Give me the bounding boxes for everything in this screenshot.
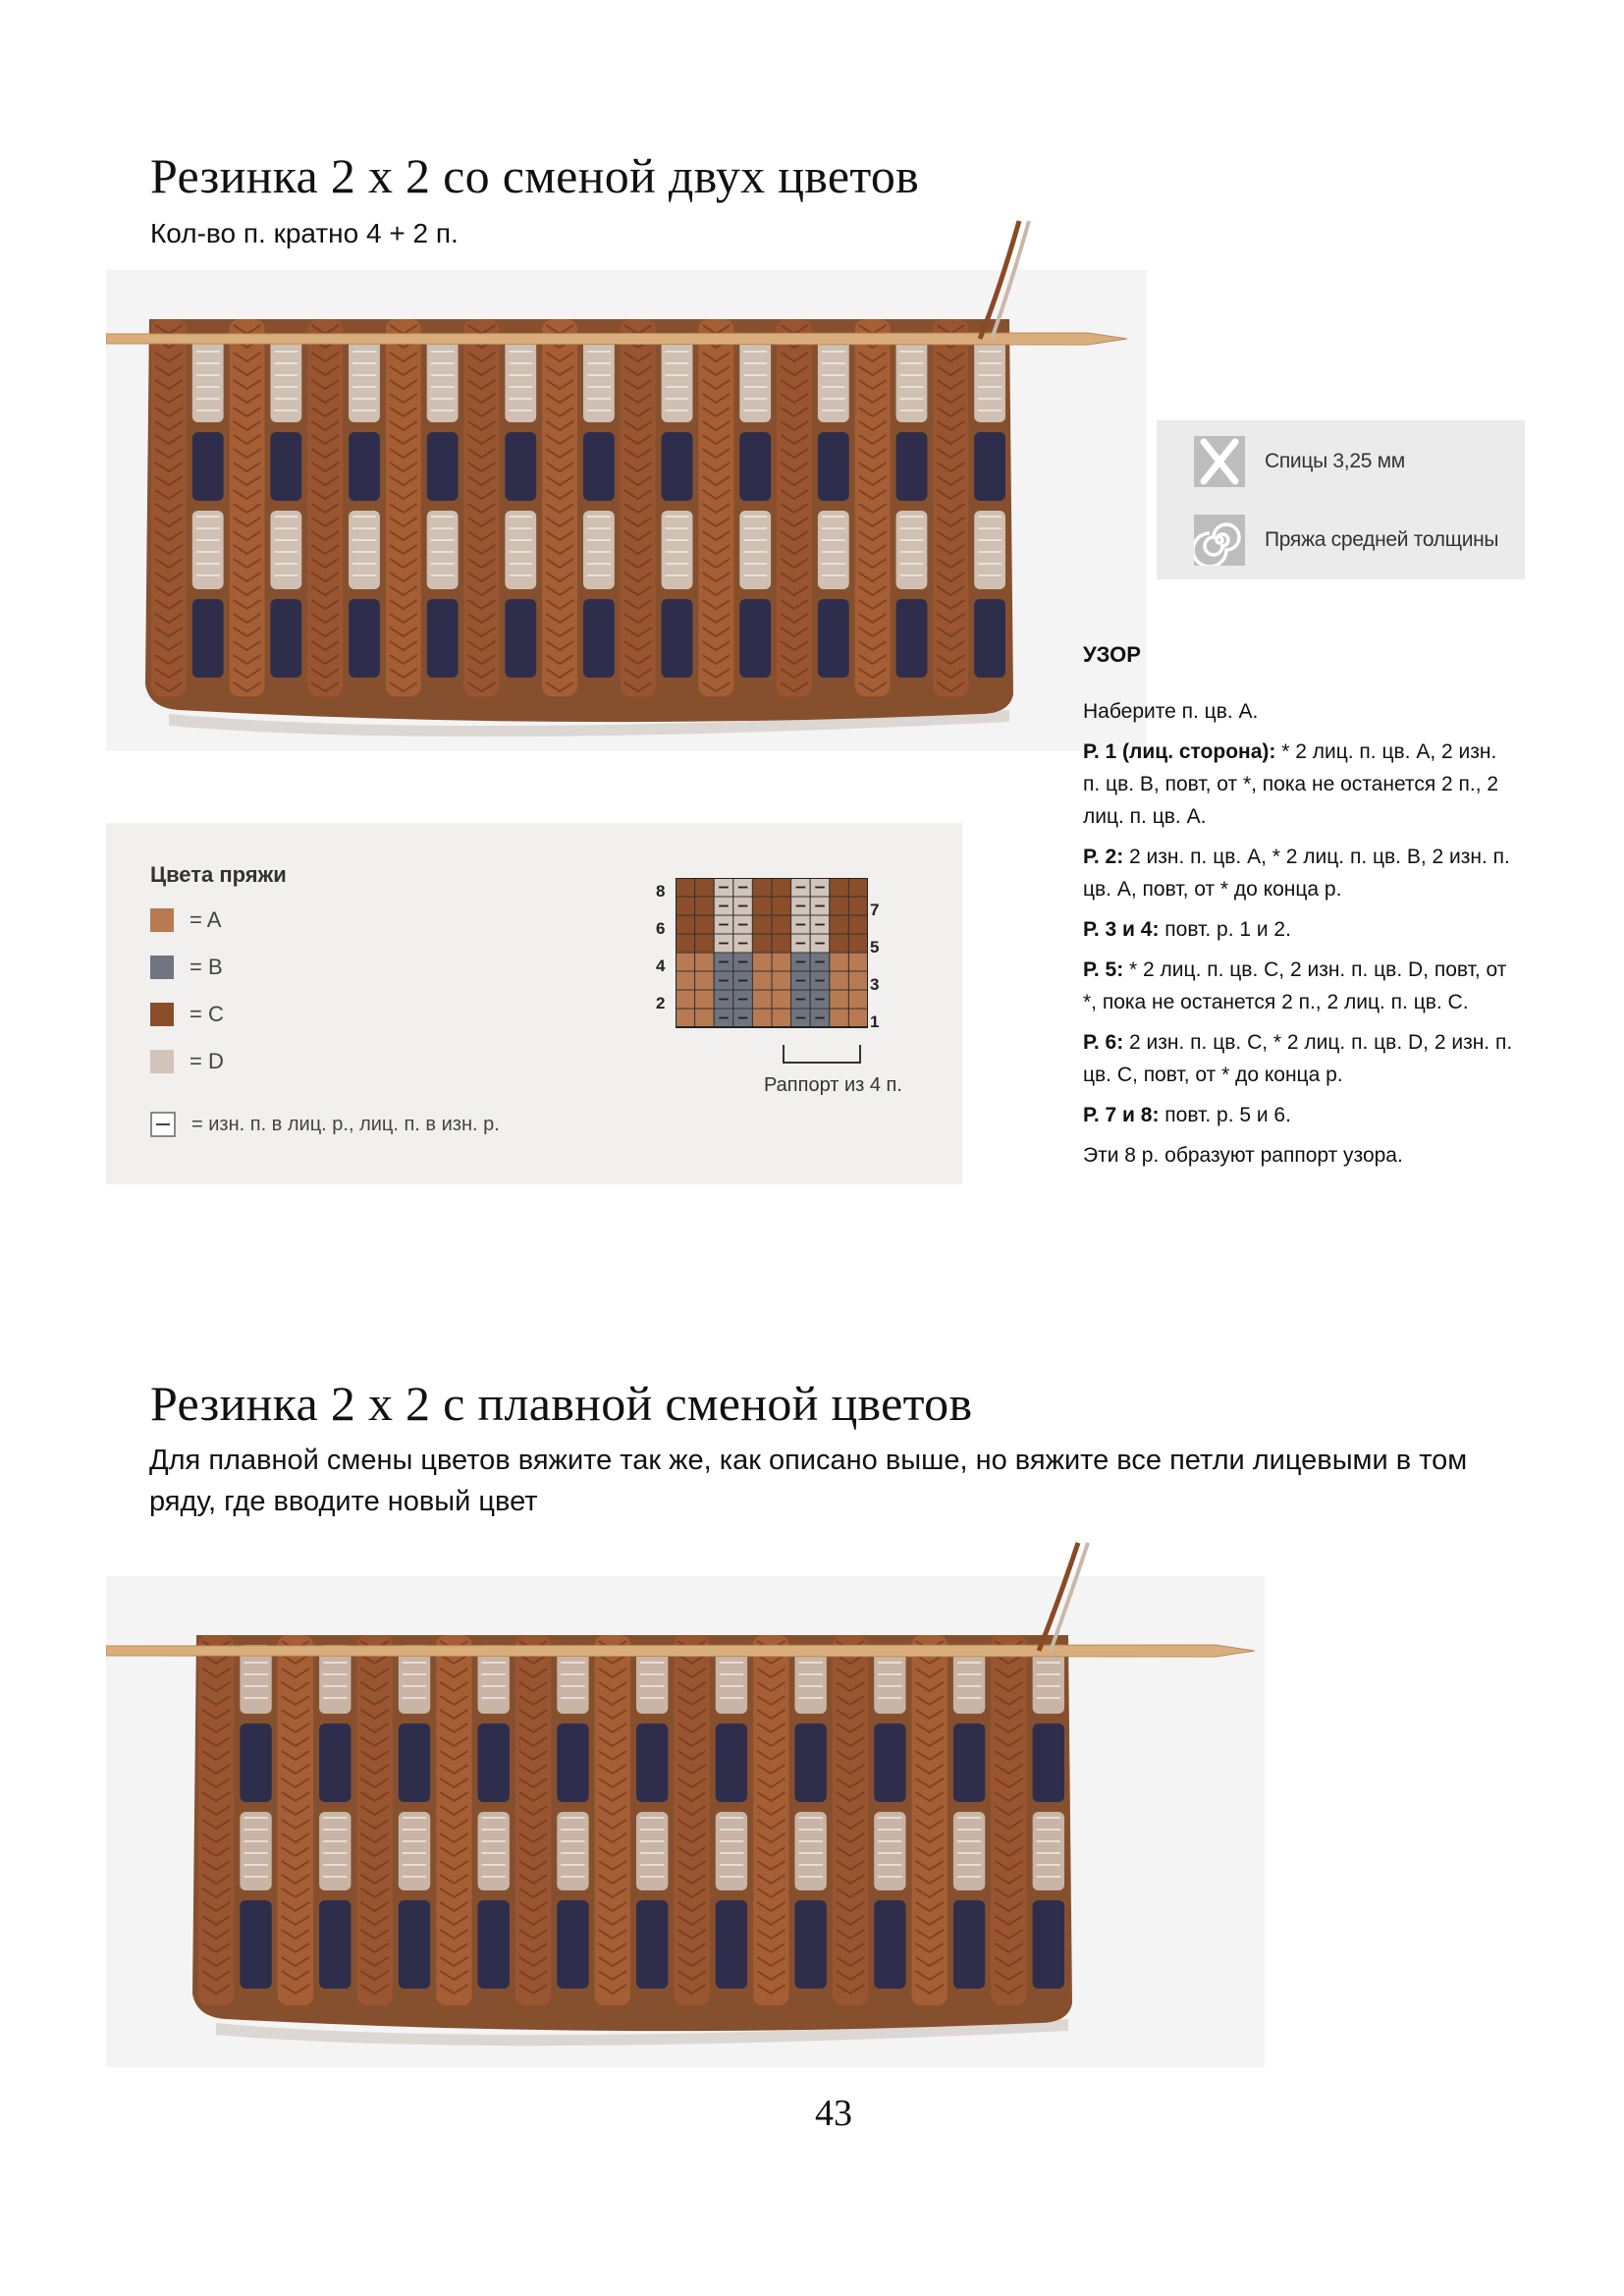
purl-band (349, 599, 380, 678)
purl-band (583, 432, 615, 501)
row-instruction: Р. 6: 2 изн. п. цв. С, * 2 лиц. п. цв. D, 2 изн. п. цв. С, повт, от * до конца р. (1083, 1031, 1513, 1086)
purl-band (240, 1900, 271, 1989)
purl-band (896, 511, 928, 589)
chart-cell (848, 878, 868, 897)
cast-on-text: Наберите п. цв. А. (1083, 700, 1259, 723)
color-swatch (150, 908, 174, 932)
purl-band (349, 334, 380, 422)
purl-band (794, 1900, 826, 1989)
legend-title: Цвета пряжи (150, 862, 287, 887)
purl-band (1033, 1900, 1064, 1989)
purl-band (818, 432, 849, 501)
row-label: 8 (656, 882, 666, 901)
purl-band (192, 334, 224, 422)
row-instruction: Р. 2: 2 изн. п. цв. А, * 2 лиц. п. цв. В, 2 изн. п. цв. А, повт, от * до конца р. (1083, 846, 1510, 901)
yarn-spiral-icon (1194, 515, 1245, 566)
chart-cell (830, 897, 849, 915)
chart-cell (695, 934, 715, 953)
row-instruction: Р. 3 и 4: повт. р. 1 и 2. (1083, 918, 1291, 941)
purl-band (478, 1723, 510, 1802)
chart-cell (752, 1009, 772, 1027)
section1-title: Резинка 2 х 2 со сменой двух цветов (150, 148, 920, 203)
page-number: 43 (815, 2093, 852, 2134)
purl-band (505, 334, 536, 422)
purl-band (557, 1723, 588, 1802)
purl-band (478, 1812, 510, 1890)
chart-cell (848, 915, 868, 934)
chart-cell (752, 897, 772, 915)
color-swatch (150, 1050, 174, 1073)
chart-cell (772, 878, 791, 897)
chart-cell (695, 990, 715, 1009)
chart-cell (772, 897, 791, 915)
purl-band (974, 511, 1005, 589)
row-instruction: Р. 1 (лиц. сторона): * 2 лиц. п. цв. А, 2 изн. п. цв. В, повт, от *, пока не останется 2 п., 2 лиц. п. цв. А. (1083, 740, 1499, 828)
chart-cell (676, 953, 695, 971)
knitting-needle (106, 333, 1127, 345)
section2-title: Резинка 2 х 2 с плавной сменой цветов (150, 1376, 973, 1431)
chart-cell (848, 897, 868, 915)
chart-cell (752, 971, 772, 990)
purl-band (1033, 1723, 1064, 1802)
legend-item-c: = C (150, 1002, 224, 1027)
purl-band (349, 432, 380, 501)
purl-band (953, 1812, 985, 1890)
purl-band (583, 334, 615, 422)
purl-band (636, 1723, 668, 1802)
purl-band (716, 1812, 747, 1890)
chart-cell (830, 971, 849, 990)
needles-row (1194, 432, 1405, 491)
purl-band (874, 1723, 905, 1802)
legend-item-b: = B (150, 955, 223, 980)
purl-band (636, 1812, 668, 1890)
purl-band (319, 1900, 351, 1989)
purl-band (874, 1812, 905, 1890)
purl-band (896, 334, 928, 422)
purl-band (739, 599, 771, 678)
purl-band (505, 432, 536, 501)
chart-cell (695, 897, 715, 915)
color-swatch (150, 1003, 174, 1026)
knitting-needle (106, 1645, 1255, 1657)
chart-cell (695, 971, 715, 990)
repeat-label: Раппорт из 4 п. (764, 1074, 902, 1096)
purl-band (427, 599, 459, 678)
closing-text: Эти 8 р. образуют раппорт узора. (1083, 1144, 1403, 1167)
dash-symbol-icon (150, 1112, 176, 1137)
purl-band (818, 511, 849, 589)
legend-item-a: = A (150, 907, 221, 933)
purl-band (427, 511, 459, 589)
purl-band (270, 334, 301, 422)
purl-band (192, 511, 224, 589)
purl-band (427, 432, 459, 501)
row-label: 1 (870, 1012, 880, 1031)
pattern-instructions (1083, 695, 1515, 1179)
purl-band (896, 432, 928, 501)
purl-band (399, 1812, 430, 1890)
row-label: 2 (656, 994, 666, 1012)
purl-band (240, 1812, 271, 1890)
chart-cell (676, 915, 695, 934)
purl-band (662, 511, 693, 589)
purl-band (716, 1900, 747, 1989)
chart-cell (772, 971, 791, 990)
purl-band (505, 511, 536, 589)
chart-cell (848, 934, 868, 953)
chart-cell (752, 934, 772, 953)
purl-band (557, 1812, 588, 1890)
purl-band (583, 511, 615, 589)
pattern-heading: УЗОР (1083, 642, 1141, 667)
purl-band (270, 432, 301, 501)
purl-band (974, 432, 1005, 501)
purl-band (319, 1812, 351, 1890)
purl-band (662, 599, 693, 678)
chart-grid (676, 878, 868, 1035)
row-label: 7 (870, 901, 880, 919)
purl-band (874, 1900, 905, 1989)
legend-chart-box (106, 823, 962, 1184)
purl-band (427, 334, 459, 422)
knitted-swatch-photo-2 (106, 1527, 1265, 2072)
purl-band (818, 334, 849, 422)
chart-cell (848, 971, 868, 990)
section1-subtitle: Кол-во п. кратно 4 + 2 п. (150, 218, 459, 248)
chart-cell (772, 934, 791, 953)
yarn-label: Пряжа средней толщины (1265, 528, 1499, 551)
chart-cell (695, 953, 715, 971)
materials-box (1157, 420, 1525, 579)
needles-label: Спицы 3,25 мм (1265, 450, 1405, 472)
purl-band (716, 1723, 747, 1802)
row-label: 3 (870, 975, 880, 994)
purl-band (818, 599, 849, 678)
knitted-swatch-photo-1 (106, 211, 1176, 751)
chart-cell (830, 934, 849, 953)
purl-band (953, 1723, 985, 1802)
purl-band (583, 599, 615, 678)
purl-band (349, 511, 380, 589)
purl-band (953, 1900, 985, 1989)
chart-cell (676, 990, 695, 1009)
yarn-row (1194, 511, 1498, 570)
purl-band (896, 599, 928, 678)
color-swatch (150, 956, 174, 979)
chart-cell (676, 971, 695, 990)
purl-band (319, 1723, 351, 1802)
pattern-chart (656, 878, 970, 1173)
chart-cell (695, 1009, 715, 1027)
legend-item-d: = D (150, 1049, 224, 1074)
chart-cell (830, 990, 849, 1009)
chart-cell (848, 953, 868, 971)
chart-cell (772, 953, 791, 971)
purl-band (399, 1900, 430, 1989)
purl-band (505, 599, 536, 678)
purl-band (636, 1900, 668, 1989)
chart-cell (848, 1009, 868, 1027)
section2-subtitle: Для плавной смены цветов вяжите так же, как описано выше, но вяжите все петли лицевыми в том ряду, где вводите новый цвет (149, 1445, 1468, 1517)
chart-cell (848, 990, 868, 1009)
chart-cell (695, 878, 715, 897)
row-instruction: Р. 7 и 8: повт. р. 5 и 6. (1083, 1104, 1291, 1126)
chart-cell (772, 990, 791, 1009)
purl-band (240, 1723, 271, 1802)
purl-band (270, 511, 301, 589)
legend-symbol-row: = изн. п. в лиц. р., лиц. п. в изн. р. (150, 1112, 500, 1137)
chart-cell (752, 878, 772, 897)
chart-cell (676, 934, 695, 953)
chart-cell (772, 1009, 791, 1027)
chart-cell (752, 953, 772, 971)
purl-band (794, 1723, 826, 1802)
crossed-needles-icon (1194, 436, 1245, 487)
chart-cell (676, 897, 695, 915)
chart-cell (752, 915, 772, 934)
purl-band (662, 334, 693, 422)
chart-cell (830, 953, 849, 971)
row-instruction: Р. 5: * 2 лиц. п. цв. С, 2 изн. п. цв. D, повт, от *, пока не останется 2 п., 2 лиц. п. цв. С. (1083, 958, 1507, 1013)
purl-band (739, 511, 771, 589)
purl-band (739, 432, 771, 501)
chart-cell (695, 915, 715, 934)
chart-cell (772, 915, 791, 934)
purl-band (974, 599, 1005, 678)
purl-band (662, 432, 693, 501)
purl-band (270, 599, 301, 678)
purl-band (192, 432, 224, 501)
chart-cell (676, 878, 695, 897)
purl-band (974, 334, 1005, 422)
chart-cell (830, 1009, 849, 1027)
purl-band (478, 1900, 510, 1989)
row-label: 4 (656, 957, 666, 975)
purl-band (739, 334, 771, 422)
purl-band (1033, 1812, 1064, 1890)
chart-cell (752, 990, 772, 1009)
purl-band (399, 1723, 430, 1802)
chart-cell (830, 878, 849, 897)
repeat-bracket (782, 1045, 862, 1066)
row-label: 5 (870, 938, 880, 957)
purl-band (557, 1900, 588, 1989)
chart-cell (676, 1009, 695, 1027)
purl-band (794, 1812, 826, 1890)
row-label: 6 (656, 919, 666, 938)
chart-cell (830, 915, 849, 934)
purl-band (192, 599, 224, 678)
